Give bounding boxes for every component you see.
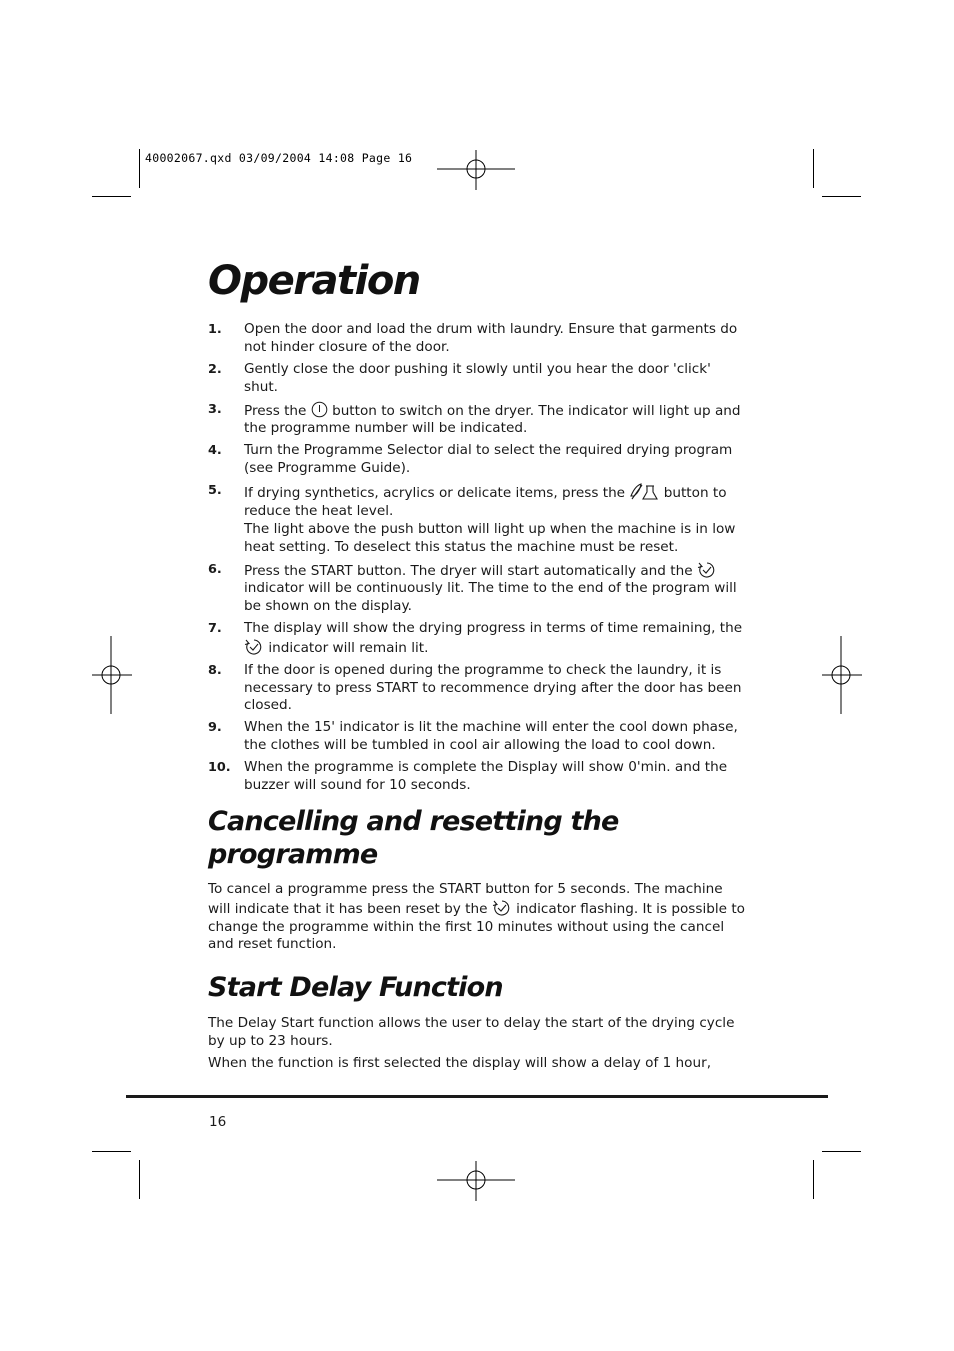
step-number: 1. xyxy=(208,322,222,337)
paragraph-text: indicator flashing. It is possible to change the programme within the first 10 minutes without using the cancel and reset function. xyxy=(208,900,745,953)
step-text: If drying synthetics, acrylics or delicate items, press the xyxy=(244,485,626,502)
list-item xyxy=(208,482,748,556)
drying-indicator-icon xyxy=(244,638,264,655)
step-text: button to reduce the heat level. xyxy=(244,485,727,519)
step-number: 5. xyxy=(208,483,222,499)
drying-indicator-icon xyxy=(697,561,717,578)
step-text: If the door is opened during the programme to check the laundry, it is necessary to press START to recommence drying after the door has been closed. xyxy=(244,661,742,714)
crop-mark xyxy=(92,1151,131,1152)
page-title: Operation xyxy=(208,258,420,304)
step-text: Press the xyxy=(244,402,307,419)
operation-steps xyxy=(208,321,748,799)
list-item xyxy=(208,759,748,795)
registration-mark-icon xyxy=(822,636,862,714)
page-number: 16 xyxy=(209,1114,227,1130)
step-text: indicator will be continuously lit. The time to the end of the program will be shown on the display. xyxy=(244,580,737,615)
list-item xyxy=(208,321,748,357)
list-item xyxy=(208,401,748,439)
crop-mark xyxy=(813,149,814,188)
footer-rule xyxy=(126,1095,828,1098)
crop-mark xyxy=(139,1160,140,1199)
print-slug: 40002067.qxd 03/09/2004 14:08 Page 16 xyxy=(145,151,413,165)
low-heat-icon xyxy=(629,482,659,500)
list-item xyxy=(208,442,748,478)
crop-mark xyxy=(822,196,861,197)
step-number: 4. xyxy=(208,443,222,459)
list-item xyxy=(208,561,748,616)
registration-mark-icon xyxy=(437,150,515,190)
list-item xyxy=(208,719,748,755)
heading-line: Cancelling and resetting the xyxy=(208,806,619,837)
step-text: Press the START button. The dryer will start automatically and the xyxy=(244,562,693,579)
registration-mark-icon xyxy=(437,1161,515,1201)
step-number: 7. xyxy=(208,621,222,637)
step-text: Turn the Programme Selector dial to select the required drying program (see Programme Guide). xyxy=(244,442,733,477)
crop-mark xyxy=(822,1151,861,1152)
step-number: 6. xyxy=(208,561,222,577)
paragraph-text: To cancel a programme press the START button for 5 seconds. The machine will indicate that it has been reset by the xyxy=(208,881,723,917)
heading-line: programme xyxy=(208,839,378,870)
step-text: The display will show the drying progress in terms of time remaining, the xyxy=(244,620,743,637)
power-icon xyxy=(311,401,328,418)
section-heading-cancelling xyxy=(208,805,619,871)
step-text: button to switch on the dryer. The indicator will light up and the programme number will be indicated. xyxy=(244,402,741,437)
delay-paragraph: The Delay Start function allows the user to delay the start of the drying cycle by up to 23 hours. xyxy=(208,1015,735,1049)
list-item xyxy=(208,662,748,715)
step-text: Open the door and load the drum with laundry. Ensure that garments do not hinder closure of the door. xyxy=(244,321,738,355)
section-heading-start-delay: Start Delay Function xyxy=(208,972,503,1003)
list-item xyxy=(208,361,748,397)
crop-mark xyxy=(813,1160,814,1199)
crop-mark xyxy=(92,196,131,197)
step-text: indicator will remain lit. xyxy=(268,639,429,656)
step-number: 10. xyxy=(208,760,231,776)
step-text: When the programme is complete the Display will show 0'min. and the buzzer will sound for 10 seconds. xyxy=(244,759,728,794)
step-text: Gently close the door pushing it slowly until you hear the door 'click' shut. xyxy=(244,360,711,395)
step-number: 2. xyxy=(208,361,222,377)
list-item xyxy=(208,620,748,658)
step-number: 9. xyxy=(208,720,222,736)
delay-paragraph: When the function is first selected the display will show a delay of 1 hour, xyxy=(208,1055,712,1071)
step-number: 3. xyxy=(208,401,222,417)
step-text: When the 15' indicator is lit the machine will enter the cool down phase, the clothes will be tumbled in cool air allowing the load to cool down. xyxy=(244,719,738,754)
cancel-paragraph xyxy=(208,881,748,954)
drying-indicator-icon xyxy=(492,899,512,916)
step-text: The light above the push button will light up when the machine is in low heat setting. To deselect this status the machine must be reset. xyxy=(244,520,736,555)
step-number: 8. xyxy=(208,662,222,678)
registration-mark-icon xyxy=(92,636,132,714)
crop-mark xyxy=(139,149,140,188)
